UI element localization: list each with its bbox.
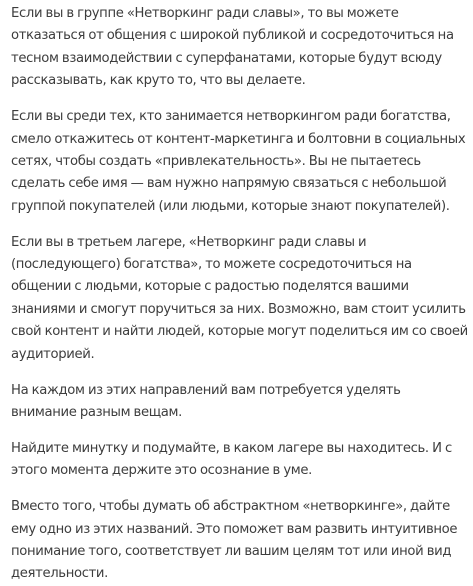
paragraph-choose-camp: Найдите минутку и подумайте, в каком лагере вы находитесь. И с этого момента держите это осознание в уме. (11, 440, 452, 479)
paragraph-wealth-networking: Если вы среди тех, кто занимается нетворкингом ради богатства, смело откажитесь от контент-маркетинга и болтовни в социальных сетях, чтобы создать «привлекательность». Вы не пытаетесь сделать себе имя — вам нужно напрямую связаться с небольшой группой покупателей (или людьми, которые знают покупателей). (11, 109, 466, 214)
paragraph-different-focus: На каждом из этих направлений вам потребуется уделять внимание разным вещам. (11, 382, 401, 420)
paragraph-name-it: Вместо того, чтобы думать об абстрактном «нетворкинге», дайте ему одно из этих названий. Это поможет вам развить интуитивное понимание того, соответствует ли вашим целям тот или иной вид деятельности. (11, 499, 458, 582)
paragraph-fame-networking: Если вы в группе «Нетворкинг ради славы», то вы можете отказаться от общения с широкой публикой и сосредоточиться на тесном взаимодействии с суперфанатами, которые будут всюду рассказывать, как круто то, что вы делаете. (11, 6, 454, 89)
paragraph-fame-and-wealth-networking: Если вы в третьем лагере, «Нетворкинг ради славы и (последующего) богатства», то можете сосредоточиться на общении с людьми, которые с радостью поделятся вашими знаниями и смогут поручиться за них. Возможно, вам стоит усилить свой контент и найти людей, которые могут поделиться им со своей аудиторией. (11, 234, 468, 362)
